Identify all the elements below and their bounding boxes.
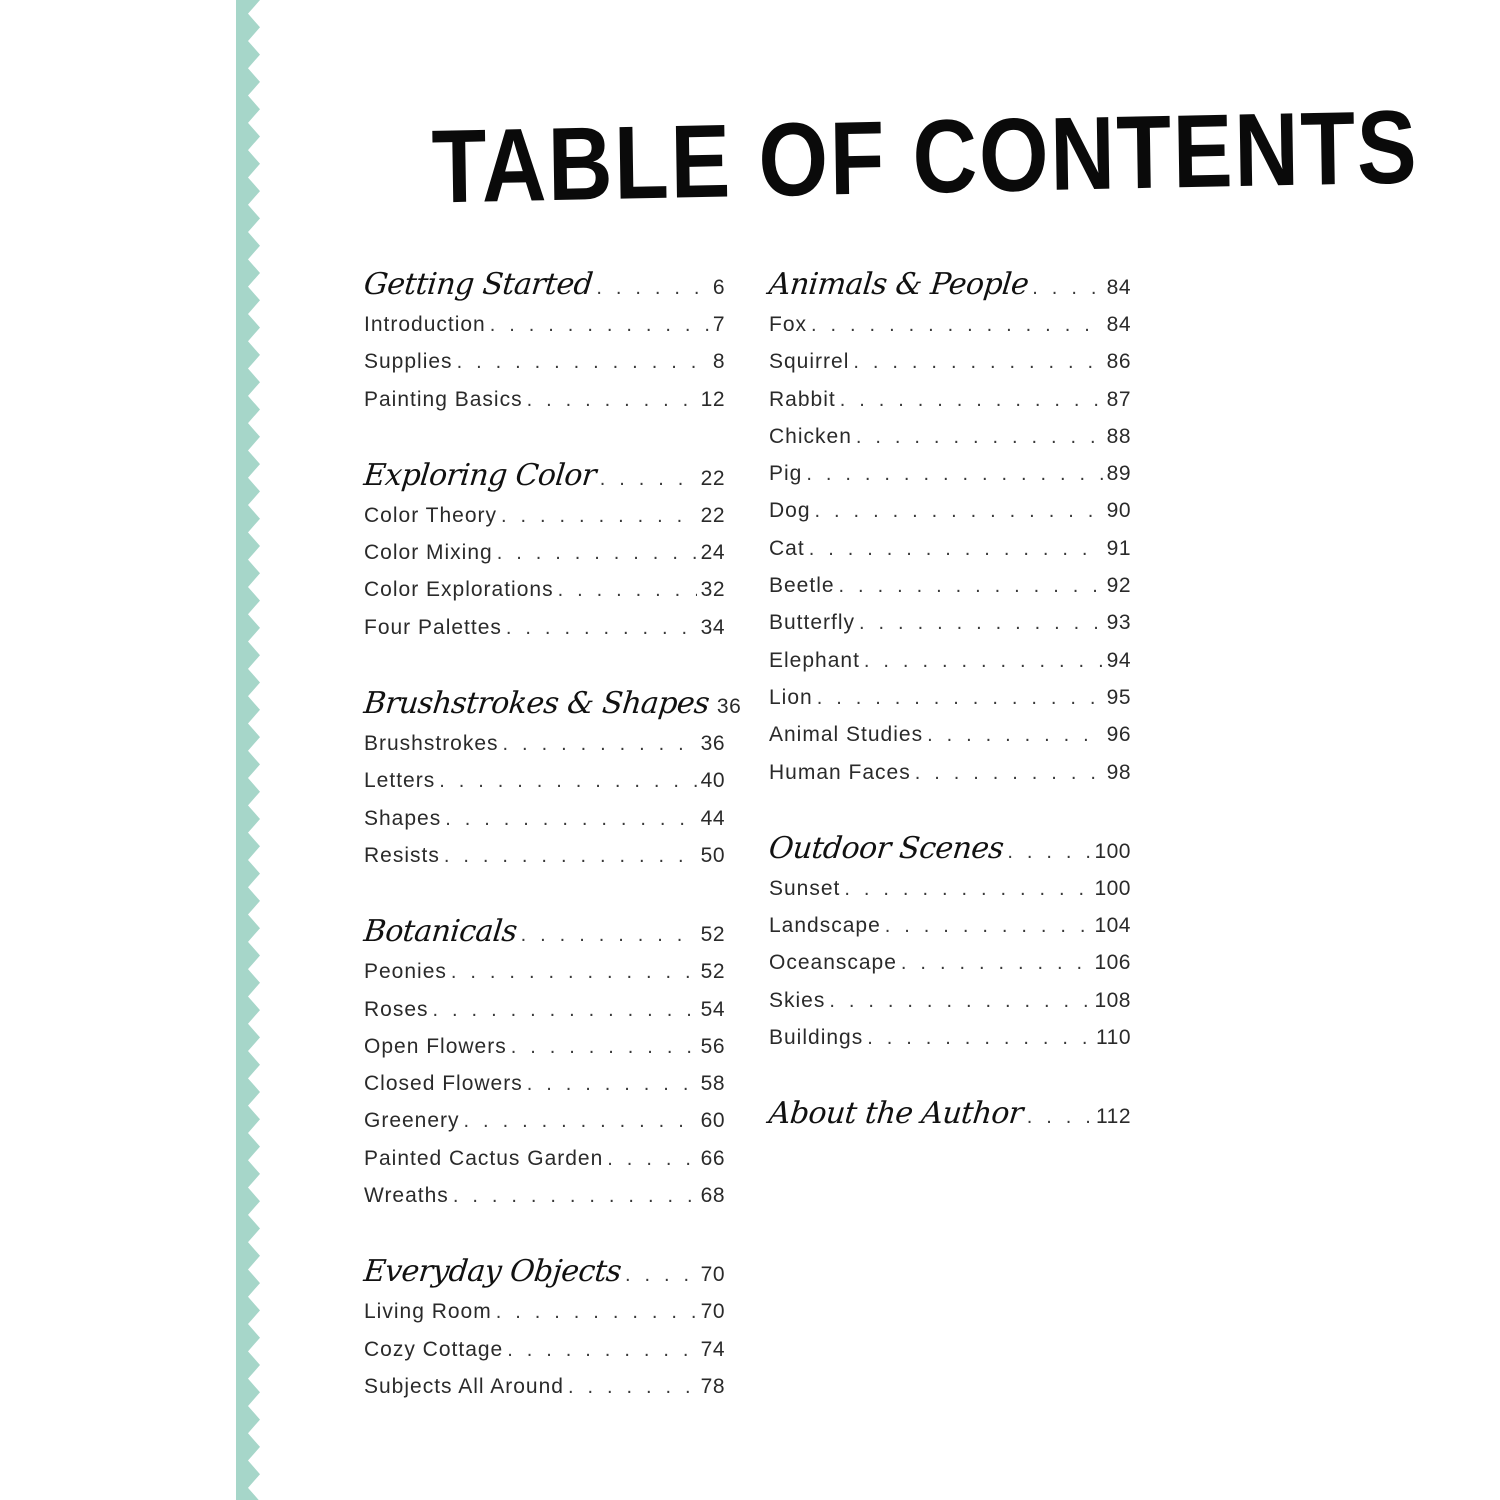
toc-entry[interactable] <box>364 609 725 646</box>
toc-entry[interactable] <box>769 716 1131 753</box>
section-page-number: 84 <box>1106 276 1131 299</box>
dot-leader <box>1007 841 1090 864</box>
toc-entry[interactable] <box>769 907 1131 944</box>
dot-leader <box>927 724 1103 747</box>
dot-leader <box>829 990 1090 1013</box>
entry-title: Skies <box>769 988 826 1012</box>
dot-leader <box>453 1185 697 1208</box>
entry-page-number: 110 <box>1096 1026 1131 1050</box>
entry-page-number: 70 <box>700 1300 725 1324</box>
toc-entry[interactable] <box>769 306 1131 343</box>
entry-page-number: 52 <box>700 960 725 984</box>
zigzag-border <box>236 0 266 1500</box>
entry-page-number: 94 <box>1106 648 1131 672</box>
toc-entry[interactable] <box>364 1368 725 1405</box>
entry-title: Four Palettes <box>364 615 502 639</box>
entry-title: Landscape <box>769 914 881 938</box>
dot-leader <box>607 1148 696 1171</box>
section-heading[interactable] <box>769 827 1131 870</box>
toc-entry[interactable] <box>769 418 1131 455</box>
toc-entry[interactable] <box>364 571 725 608</box>
toc-entry[interactable] <box>364 1177 725 1214</box>
toc-section <box>364 263 725 418</box>
entry-page-number: 104 <box>1094 914 1131 938</box>
section-heading[interactable] <box>362 682 742 725</box>
toc-entry[interactable] <box>769 492 1131 529</box>
entry-title: Greenery <box>364 1109 460 1133</box>
toc-column-left <box>362 263 742 1405</box>
entry-page-number: 40 <box>700 769 725 793</box>
entry-title: Introduction <box>364 313 486 336</box>
entry-title: Butterfly <box>769 611 856 635</box>
toc-section <box>364 910 725 1214</box>
entry-page-number: 91 <box>1106 536 1131 560</box>
dot-leader <box>490 314 709 337</box>
dot-leader <box>507 1339 696 1362</box>
entry-title: Cat <box>769 536 805 560</box>
entry-title: Color Explorations <box>364 578 554 602</box>
entry-title: Closed Flowers <box>364 1072 523 1096</box>
toc-entry[interactable] <box>769 944 1131 981</box>
entry-title: Wreaths <box>364 1184 449 1208</box>
dot-leader <box>496 1301 697 1324</box>
dot-leader <box>521 924 697 947</box>
entry-page-number: 36 <box>700 732 725 756</box>
page-title: TABLE OF CONTENTS <box>430 89 1420 226</box>
entry-title: Color Mixing <box>364 541 493 565</box>
entry-page-number: 58 <box>700 1072 725 1096</box>
dot-leader <box>867 1027 1092 1050</box>
entry-title: Shapes <box>364 806 442 830</box>
dot-leader <box>885 915 1091 938</box>
section-page-number: 22 <box>700 466 725 490</box>
toc-entry[interactable] <box>364 534 725 571</box>
section-title: Exploring Color <box>362 457 598 493</box>
entry-page-number: 89 <box>1106 462 1131 486</box>
entry-page-number: 92 <box>1106 574 1131 598</box>
entry-page-number: 96 <box>1106 723 1131 747</box>
section-heading[interactable] <box>769 263 1131 306</box>
entry-title: Beetle <box>769 574 835 598</box>
entry-title: Letters <box>364 769 436 793</box>
dot-leader <box>596 277 708 300</box>
dot-leader <box>844 878 1090 901</box>
toc-entry[interactable] <box>769 567 1131 604</box>
toc-column-right <box>769 263 1131 1135</box>
dot-leader <box>853 351 1102 374</box>
dot-leader <box>1027 1106 1092 1129</box>
entry-title: Pig <box>769 462 803 486</box>
toc-entry[interactable] <box>364 1293 725 1330</box>
section-heading[interactable] <box>769 1092 1131 1135</box>
entry-page-number: 50 <box>700 843 725 867</box>
entry-title: Elephant <box>769 648 860 672</box>
dot-leader <box>433 999 697 1022</box>
entry-title: Fox <box>769 313 808 336</box>
entry-page-number: 95 <box>1106 685 1131 709</box>
toc-entry[interactable] <box>364 800 725 837</box>
toc-entry[interactable] <box>769 870 1131 907</box>
entry-page-number: 100 <box>1094 876 1131 900</box>
dot-leader <box>558 579 697 602</box>
dot-leader <box>511 1036 697 1059</box>
entry-title: Color Theory <box>364 503 497 527</box>
toc-entry[interactable] <box>364 1331 725 1368</box>
dot-leader <box>1032 277 1102 300</box>
entry-page-number: 87 <box>1106 387 1131 411</box>
entry-page-number: 60 <box>700 1109 725 1133</box>
entry-page-number: 74 <box>700 1337 725 1361</box>
dot-leader <box>817 687 1103 710</box>
entry-title: Resists <box>364 843 440 867</box>
entry-title: Animal Studies <box>769 723 924 747</box>
section-page-number: 70 <box>700 1263 725 1287</box>
dot-leader <box>506 617 697 640</box>
entry-page-number: 22 <box>700 503 725 527</box>
entry-title: Open Flowers <box>364 1034 507 1058</box>
toc-entry[interactable] <box>364 343 725 380</box>
dot-leader <box>457 351 709 374</box>
section-page-number: 6 <box>712 276 725 299</box>
dot-leader <box>527 389 697 412</box>
section-heading[interactable] <box>364 454 725 497</box>
entry-page-number: 44 <box>700 806 725 830</box>
entry-page-number: 86 <box>1106 350 1131 374</box>
dot-leader <box>856 426 1103 449</box>
entry-page-number: 12 <box>700 387 725 411</box>
entry-title: Rabbit <box>769 387 836 411</box>
entry-title: Living Room <box>364 1300 492 1324</box>
dot-leader <box>501 505 697 528</box>
entry-page-number: 90 <box>1106 499 1131 523</box>
dot-leader <box>568 1376 697 1399</box>
section-heading[interactable] <box>364 263 725 306</box>
dot-leader <box>809 538 1103 561</box>
section-title: Botanicals <box>362 914 519 950</box>
entry-title: Squirrel <box>769 350 850 374</box>
entry-title: Lion <box>769 685 813 709</box>
entry-title: Roses <box>364 997 429 1021</box>
entry-title: Peonies <box>364 960 447 984</box>
toc-entry[interactable] <box>364 1028 725 1065</box>
toc-entry[interactable] <box>364 306 725 343</box>
toc-entry[interactable] <box>364 725 725 762</box>
toc-entry[interactable] <box>769 1019 1131 1056</box>
entry-title: Sunset <box>769 876 841 900</box>
section-title: Getting Started <box>362 267 595 302</box>
entry-page-number: 106 <box>1094 951 1131 975</box>
toc-entry[interactable] <box>364 953 725 990</box>
dot-leader <box>839 575 1103 598</box>
toc-entry[interactable] <box>364 837 725 874</box>
toc-entry[interactable] <box>364 762 725 799</box>
toc-entry[interactable] <box>364 497 725 534</box>
toc-entry[interactable] <box>769 343 1131 380</box>
toc-entry[interactable] <box>769 604 1131 641</box>
entry-page-number: 54 <box>700 997 725 1021</box>
dot-leader <box>811 314 1103 337</box>
toc-entry[interactable] <box>364 1065 725 1102</box>
dot-leader <box>444 845 697 868</box>
toc-section <box>769 1092 1131 1135</box>
entry-title: Supplies <box>364 350 453 374</box>
entry-title: Cozy Cottage <box>364 1337 504 1361</box>
toc-section <box>364 454 725 646</box>
toc-entry[interactable] <box>769 642 1131 679</box>
entry-title: Human Faces <box>769 760 911 784</box>
entry-page-number: 84 <box>1106 313 1131 336</box>
dot-leader <box>445 808 696 831</box>
toc-entry[interactable] <box>769 455 1131 492</box>
section-heading[interactable] <box>364 1250 725 1293</box>
toc-section <box>362 682 742 874</box>
entry-page-number: 93 <box>1106 611 1131 635</box>
toc-entry[interactable] <box>769 754 1131 791</box>
toc-section <box>769 827 1131 1056</box>
toc-entry[interactable] <box>769 679 1131 716</box>
entry-title: Buildings <box>769 1026 864 1050</box>
dot-leader <box>901 952 1091 975</box>
section-title: Everyday Objects <box>362 1254 623 1290</box>
dot-leader <box>600 468 697 491</box>
entry-page-number: 7 <box>712 313 725 336</box>
toc-entry[interactable] <box>769 982 1131 1019</box>
entry-title: Oceanscape <box>769 951 897 975</box>
dot-leader <box>815 500 1103 523</box>
entry-page-number: 78 <box>700 1374 725 1398</box>
toc-entry[interactable] <box>364 381 725 418</box>
section-title: Outdoor Scenes <box>767 830 1006 866</box>
section-page-number: 36 <box>716 695 742 719</box>
entry-title: Subjects All Around <box>364 1374 564 1398</box>
section-title: Animals & People <box>767 267 1031 302</box>
entry-title: Dog <box>769 499 811 523</box>
entry-page-number: 8 <box>712 350 725 374</box>
entry-page-number: 108 <box>1094 988 1131 1012</box>
dot-leader <box>864 650 1103 673</box>
entry-title: Brushstrokes <box>364 732 499 756</box>
section-page-number: 52 <box>700 923 725 947</box>
dot-leader <box>451 961 697 984</box>
dot-leader <box>503 733 697 756</box>
entry-page-number: 66 <box>700 1146 725 1170</box>
dot-leader <box>625 1264 697 1287</box>
section-page-number: 112 <box>1096 1105 1131 1129</box>
dot-leader <box>859 612 1103 635</box>
dot-leader <box>439 770 696 793</box>
dot-leader <box>840 389 1103 412</box>
toc-entry[interactable] <box>769 381 1131 418</box>
entry-title: Painted Cactus Garden <box>364 1146 604 1170</box>
entry-page-number: 34 <box>700 615 725 639</box>
dot-leader <box>497 542 697 565</box>
toc-entry[interactable] <box>769 530 1131 567</box>
toc-entry[interactable] <box>364 1140 725 1177</box>
entry-title: Painting Basics <box>364 387 523 411</box>
entry-page-number: 56 <box>700 1034 725 1058</box>
entry-title: Chicken <box>769 424 852 448</box>
dot-leader <box>464 1110 697 1133</box>
toc-entry[interactable] <box>364 1102 725 1139</box>
section-title: Brushstrokes & Shapes <box>362 686 711 722</box>
section-page-number: 100 <box>1094 839 1131 863</box>
toc-entry[interactable] <box>364 991 725 1028</box>
dot-leader <box>806 463 1102 486</box>
entry-page-number: 98 <box>1106 760 1131 784</box>
toc-section <box>364 1250 725 1405</box>
dot-leader <box>915 762 1103 785</box>
entry-page-number: 88 <box>1106 424 1131 448</box>
section-title: About the Author <box>767 1096 1025 1132</box>
entry-page-number: 32 <box>700 578 725 602</box>
section-heading[interactable] <box>364 910 725 953</box>
dot-leader <box>527 1073 697 1096</box>
entry-page-number: 68 <box>700 1184 725 1208</box>
toc-section <box>769 263 1131 791</box>
entry-page-number: 24 <box>700 541 725 565</box>
